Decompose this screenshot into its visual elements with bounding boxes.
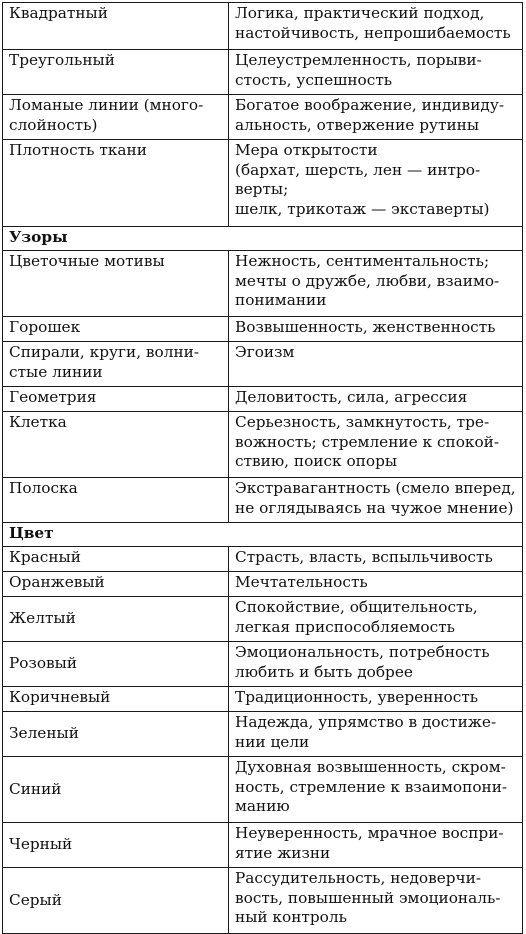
trait-cell xyxy=(3,597,229,642)
trait-cell xyxy=(3,317,229,342)
meaning-cell xyxy=(229,712,523,757)
trait-line: Плотность ткани xyxy=(9,141,147,159)
meaning-line: понимании xyxy=(235,291,327,309)
table-row xyxy=(3,547,523,572)
meaning-line: Страсть, власть, вспыльчивость xyxy=(235,548,493,566)
meaning-line: ятие жизни xyxy=(235,843,331,862)
meaning-cell xyxy=(229,3,523,50)
meaning-line: манию xyxy=(235,797,290,815)
table-row xyxy=(3,342,523,387)
meaning-line: Деловитость, сила, агрессия xyxy=(235,388,468,406)
trait-line: Коричневый xyxy=(9,688,111,706)
trait-cell xyxy=(3,868,229,934)
trait-cell xyxy=(3,572,229,597)
trait-cell xyxy=(3,95,229,140)
meaning-cell xyxy=(229,757,523,823)
meaning-line: Мечтательность xyxy=(235,573,368,591)
trait-line: Красный xyxy=(9,548,81,566)
table-row xyxy=(3,3,523,50)
section-header: Узоры xyxy=(3,227,523,251)
trait-line: Черный xyxy=(9,835,73,854)
trait-line: Горошек xyxy=(9,318,81,336)
meaning-line: ность, стремление к взаимопони- xyxy=(235,777,508,796)
table-row xyxy=(3,712,523,757)
meaning-cell xyxy=(229,478,523,523)
table-row xyxy=(3,140,523,227)
meaning-line: (бархат, шерсть, лен — интро- xyxy=(235,160,481,179)
trait-cell xyxy=(3,412,229,478)
meaning-line: ствию, поиск опоры xyxy=(235,452,398,470)
meaning-line: Мера открытости xyxy=(235,141,378,159)
meaning-cell xyxy=(229,95,523,140)
table-row xyxy=(3,251,523,317)
trait-line: Полоска xyxy=(9,479,78,497)
section-header-row xyxy=(3,227,523,251)
symbolism-table xyxy=(2,2,523,934)
trait-line: Розовый xyxy=(9,654,78,673)
meaning-cell xyxy=(229,251,523,317)
meaning-line: Спокойствие, общительность, xyxy=(235,598,478,616)
meaning-line: Эмоциональность, потребность xyxy=(235,643,490,661)
trait-line: стые линии xyxy=(9,362,103,381)
trait-cell xyxy=(3,50,229,95)
trait-cell xyxy=(3,687,229,712)
trait-line: слойность) xyxy=(9,115,98,134)
table-row xyxy=(3,478,523,523)
trait-cell xyxy=(3,712,229,757)
meaning-line: Целеустремленность, порыви- xyxy=(235,51,482,69)
meaning-line: стость, успешность xyxy=(235,70,393,89)
meaning-cell xyxy=(229,50,523,95)
trait-cell xyxy=(3,757,229,823)
trait-cell xyxy=(3,387,229,412)
meaning-line: Богатое воображение, индивиду- xyxy=(235,96,505,114)
meaning-line: шелк, трикотаж — экставерты) xyxy=(235,199,490,218)
meaning-line: Неуверенность, мрачное воспри- xyxy=(235,824,504,842)
table-row xyxy=(3,868,523,934)
table-row xyxy=(3,757,523,823)
meaning-cell xyxy=(229,868,523,934)
trait-cell xyxy=(3,642,229,687)
trait-line: Синий xyxy=(9,779,62,798)
meaning-line: нии цели xyxy=(235,732,310,751)
meaning-cell xyxy=(229,547,523,572)
trait-cell xyxy=(3,547,229,572)
meaning-line: не оглядываясь на чужое мнение) xyxy=(235,498,514,517)
meaning-line: Экстравагантность (смело вперед, xyxy=(235,479,516,497)
trait-line: Желтый xyxy=(9,609,76,628)
meaning-cell xyxy=(229,342,523,387)
table-row xyxy=(3,823,523,868)
table-row xyxy=(3,687,523,712)
trait-line: Оранжевый xyxy=(9,573,105,591)
trait-line: Треугольный xyxy=(9,51,115,69)
meaning-line: Традиционность, уверенность xyxy=(235,688,479,706)
trait-cell xyxy=(3,342,229,387)
table-row xyxy=(3,317,523,342)
trait-cell xyxy=(3,140,229,227)
table-row xyxy=(3,642,523,687)
trait-cell xyxy=(3,3,229,50)
table-row xyxy=(3,412,523,478)
meaning-line: мечты о дружбе, любви, взаимо- xyxy=(235,271,500,290)
meaning-line: Серьезность, замкнутость, тре- xyxy=(235,413,490,431)
table-row xyxy=(3,387,523,412)
meaning-line: Духовная возвышенность, скром- xyxy=(235,758,506,776)
meaning-line: настойчивость, непрошибаемость xyxy=(235,23,511,42)
section-header: Цвет xyxy=(3,523,523,547)
meaning-line: Возвышенность, женственность xyxy=(235,318,496,336)
table-row xyxy=(3,572,523,597)
meaning-line: Нежность, сентиментальность; xyxy=(235,252,490,270)
trait-line: Ломаные линии (много- xyxy=(9,96,204,114)
meaning-cell xyxy=(229,823,523,868)
trait-line: Серый xyxy=(9,890,62,909)
meaning-cell xyxy=(229,317,523,342)
meaning-line: вость, повышенный эмоциональ- xyxy=(235,888,501,907)
meaning-cell xyxy=(229,412,523,478)
table-row xyxy=(3,597,523,642)
table-row xyxy=(3,95,523,140)
meaning-cell xyxy=(229,387,523,412)
meaning-line: легкая приспособляемость xyxy=(235,617,456,636)
table-body xyxy=(3,3,523,934)
trait-line: Зеленый xyxy=(9,724,79,743)
table-row xyxy=(3,50,523,95)
meaning-line: альность, отвержение рутины xyxy=(235,115,480,134)
meaning-line: Эгоизм xyxy=(235,343,295,361)
meaning-cell xyxy=(229,687,523,712)
trait-line: Спирали, круги, волни- xyxy=(9,343,200,361)
meaning-cell xyxy=(229,597,523,642)
meaning-line: ный контроль xyxy=(235,908,347,926)
meaning-line: верты; xyxy=(235,180,289,198)
meaning-line: Рассудительность, недоверчи- xyxy=(235,869,482,887)
trait-line: Квадратный xyxy=(9,4,108,22)
meaning-line: любить и быть добрее xyxy=(235,662,413,681)
meaning-cell xyxy=(229,140,523,227)
section-header-row xyxy=(3,523,523,547)
meaning-line: Логика, практический подход, xyxy=(235,4,485,22)
meaning-line: вожность; стремление к спокой- xyxy=(235,432,500,451)
trait-line: Цветочные мотивы xyxy=(9,252,165,270)
trait-cell xyxy=(3,251,229,317)
trait-line: Геометрия xyxy=(9,388,97,406)
meaning-cell xyxy=(229,572,523,597)
trait-cell xyxy=(3,823,229,868)
meaning-line: Надежда, упрямство в достиже- xyxy=(235,713,497,731)
meaning-cell xyxy=(229,642,523,687)
trait-line: Клетка xyxy=(9,413,67,431)
trait-cell xyxy=(3,478,229,523)
